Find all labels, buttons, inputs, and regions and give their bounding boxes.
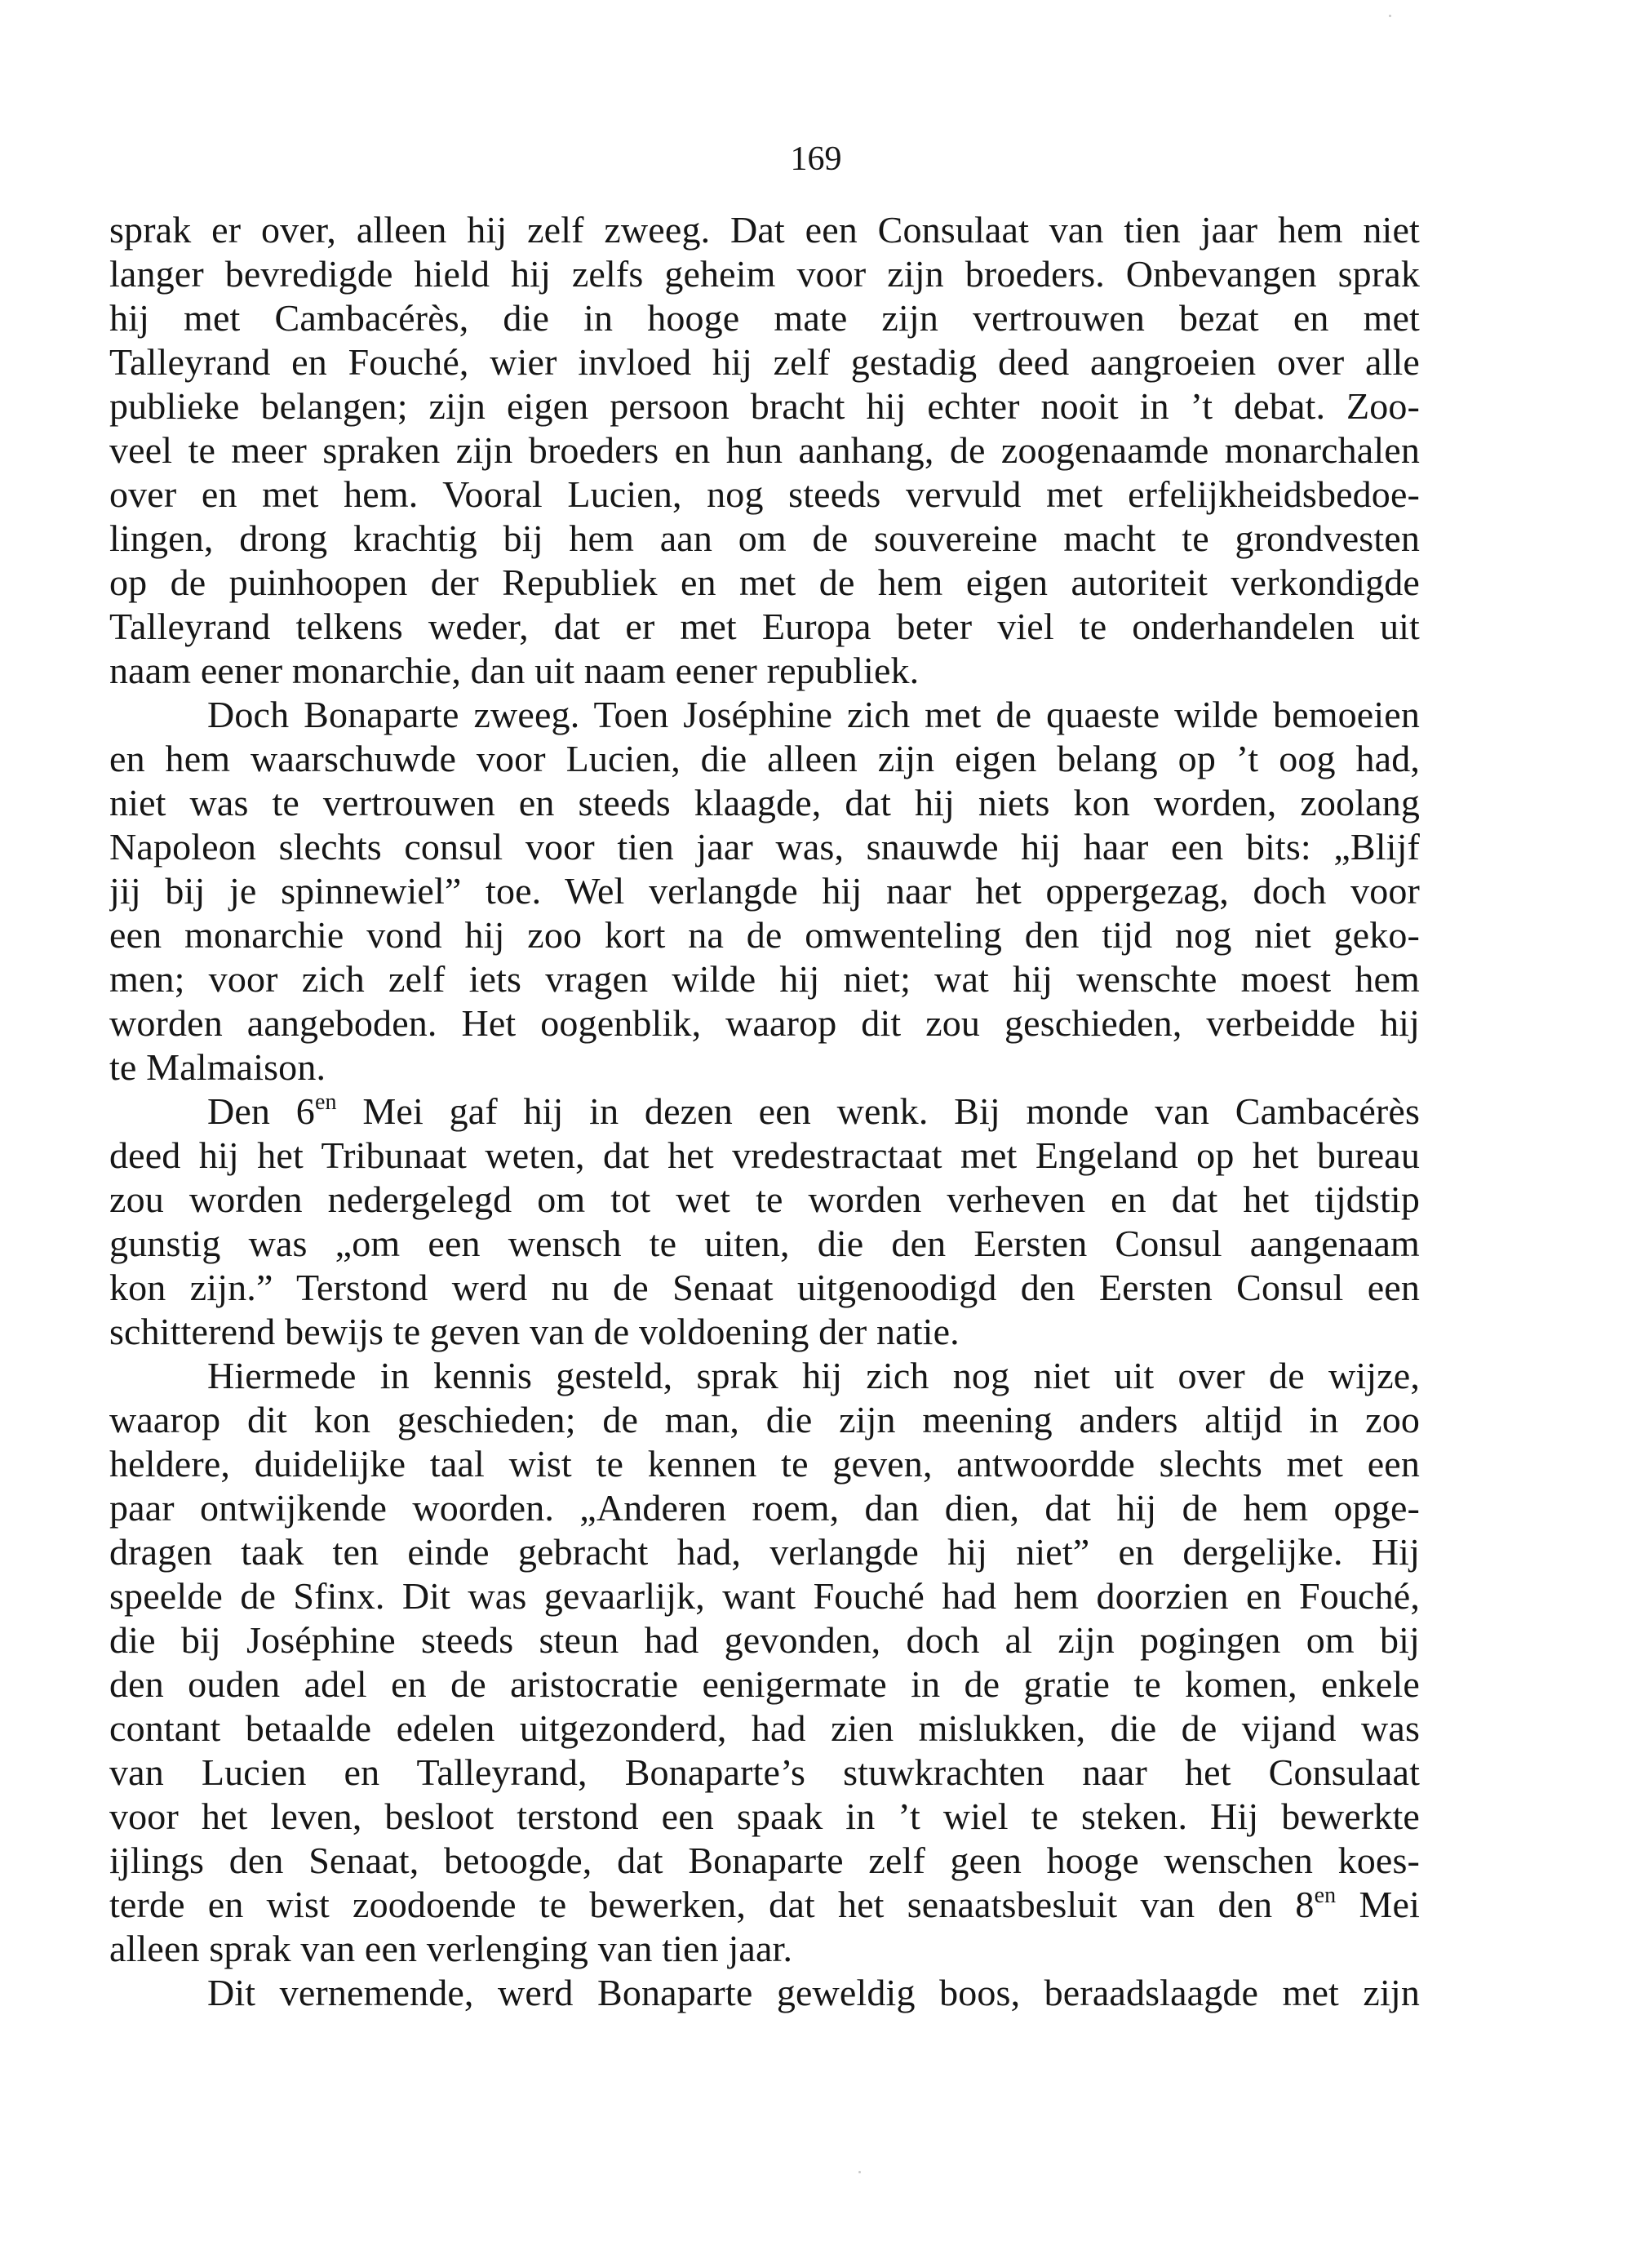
text-line: Talleyrand telkens weder, dat er met Europa beter viel te onderhandelen uit bbox=[109, 606, 1420, 647]
text-line: kon zijn.” Terstond werd nu de Senaat uitgenoodigd den Eersten Consul een bbox=[109, 1267, 1420, 1308]
text-line-paragraph-start: Doch Bonaparte zweeg. Toen Joséphine zich met de quaeste wilde bemoeien bbox=[207, 694, 1420, 735]
page-number: 169 bbox=[790, 140, 842, 178]
text-line-paragraph-end: schitterend bewijs te geven van de voldoening der natie. bbox=[109, 1311, 960, 1352]
text-line: veel te meer spraken zijn broeders en hun aanhang, de zoogenaamde monarchalen bbox=[109, 429, 1420, 471]
body-text bbox=[109, 208, 1420, 2015]
text-line: publieke belangen; zijn eigen persoon bracht hij echter nooit in ’t debat. Zoo- bbox=[109, 385, 1420, 427]
text-line: deed hij het Tribunaat weten, dat het vredestractaat met Engeland op het bureau bbox=[109, 1134, 1420, 1176]
text-fragment: Mei gaf hij in dezen een wenk. Bij monde van Cambacérès bbox=[336, 1090, 1420, 1132]
text-line: die bij Joséphine steeds steun had gevonden, doch al zijn pogingen om bij bbox=[109, 1619, 1420, 1661]
text-fragment: Mei bbox=[1336, 1884, 1420, 1925]
text-line: speelde de Sfinx. Dit was gevaarlijk, want Fouché had hem doorzien en Fouché, bbox=[109, 1575, 1420, 1617]
text-line: waarop dit kon geschieden; de man, die zijn meening anders altijd in zoo bbox=[109, 1399, 1420, 1440]
text-line: voor het leven, besloot terstond een spaak in ’t wiel te steken. Hij bewerkte bbox=[109, 1795, 1420, 1837]
text-line: worden aangeboden. Het oogenblik, waarop dit zou geschieden, verbeidde hij bbox=[109, 1002, 1420, 1044]
text-line: over en met hem. Vooral Lucien, nog steeds vervuld met erfelijkheidsbedoe- bbox=[109, 473, 1420, 515]
text-line: van Lucien en Talleyrand, Bonaparte’s stuwkrachten naar het Consulaat bbox=[109, 1751, 1420, 1793]
text-line: lingen, drong krachtig bij hem aan om de souvereine macht te grondvesten bbox=[109, 517, 1420, 559]
text-line-paragraph-start: Hiermede in kennis gesteld, sprak hij zich nog niet uit over de wijze, bbox=[207, 1355, 1420, 1396]
text-line: men; voor zich zelf iets vragen wilde hij niet; wat hij wenschte moest hem bbox=[109, 958, 1420, 1000]
text-line: contant betaalde edelen uitgezonderd, had zien mislukken, die de vijand was bbox=[109, 1707, 1420, 1749]
text-line: hij met Cambacérès, die in hooge mate zijn vertrouwen bezat en met bbox=[109, 297, 1420, 339]
text-line: op de puinhoopen der Republiek en met de hem eigen autoriteit verkondigde bbox=[109, 561, 1420, 603]
text-line: paar ontwijkende woorden. „Anderen roem, dan dien, dat hij de hem opge- bbox=[109, 1487, 1420, 1529]
text-line: een monarchie vond hij zoo kort na de omwenteling den tijd nog niet geko- bbox=[109, 914, 1420, 956]
text-line: sprak er over, alleen hij zelf zweeg. Dat een Consulaat van tien jaar hem niet bbox=[109, 209, 1420, 251]
text-line: en hem waarschuwde voor Lucien, die alleen zijn eigen belang op ’t oog had, bbox=[109, 738, 1420, 779]
text-line-paragraph-end: te Malmaison. bbox=[109, 1046, 326, 1088]
scan-speck bbox=[1389, 15, 1391, 17]
ordinal-superscript: en bbox=[1314, 1883, 1337, 1908]
text-line: Napoleon slechts consul voor tien jaar was, snauwde hij haar een bits: „Blijf bbox=[109, 826, 1420, 868]
text-line: den ouden adel en de aristocratie eenigermate in de gratie te komen, enkele bbox=[109, 1663, 1420, 1705]
text-line: langer bevredigde hield hij zelfs geheim voor zijn broeders. Onbevangen sprak bbox=[109, 253, 1420, 295]
text-line bbox=[109, 1883, 1420, 1927]
text-fragment: Den 6 bbox=[207, 1090, 315, 1132]
text-line-paragraph-start: Dit vernemende, werd Bonaparte geweldig boos, beraadslaagde met zijn bbox=[207, 1972, 1420, 2013]
text-line: ijlings den Senaat, betoogde, dat Bonaparte zelf geen hooge wenschen koes- bbox=[109, 1840, 1420, 1881]
text-line: niet was te vertrouwen en steeds klaagde, dat hij niets kon worden, zoolang bbox=[109, 782, 1420, 823]
text-line-paragraph-start bbox=[109, 1090, 1420, 1134]
scan-speck bbox=[858, 2171, 861, 2173]
text-line: jij bij je spinnewiel” toe. Wel verlangde hij naar het oppergezag, doch voor bbox=[109, 870, 1420, 912]
text-line: dragen taak ten einde gebracht had, verlangde hij niet” en dergelijke. Hij bbox=[109, 1531, 1420, 1573]
text-line-paragraph-end: naam eener monarchie, dan uit naam eener republiek. bbox=[109, 650, 920, 691]
text-line: gunstig was „om een wensch te uiten, die den Eersten Consul aangenaam bbox=[109, 1223, 1420, 1264]
ordinal-superscript: en bbox=[314, 1090, 337, 1115]
text-line: Talleyrand en Fouché, wier invloed hij zelf gestadig deed aangroeien over alle bbox=[109, 341, 1420, 383]
text-line: zou worden nedergelegd om tot wet te worden verheven en dat het tijdstip bbox=[109, 1178, 1420, 1220]
text-line-paragraph-end: alleen sprak van een verlenging van tien jaar. bbox=[109, 1928, 793, 1969]
text-fragment: terde en wist zoodoende te bewerken, dat het senaatsbesluit van den 8 bbox=[109, 1884, 1315, 1925]
text-line: heldere, duidelijke taal wist te kennen te geven, antwoordde slechts met een bbox=[109, 1443, 1420, 1485]
